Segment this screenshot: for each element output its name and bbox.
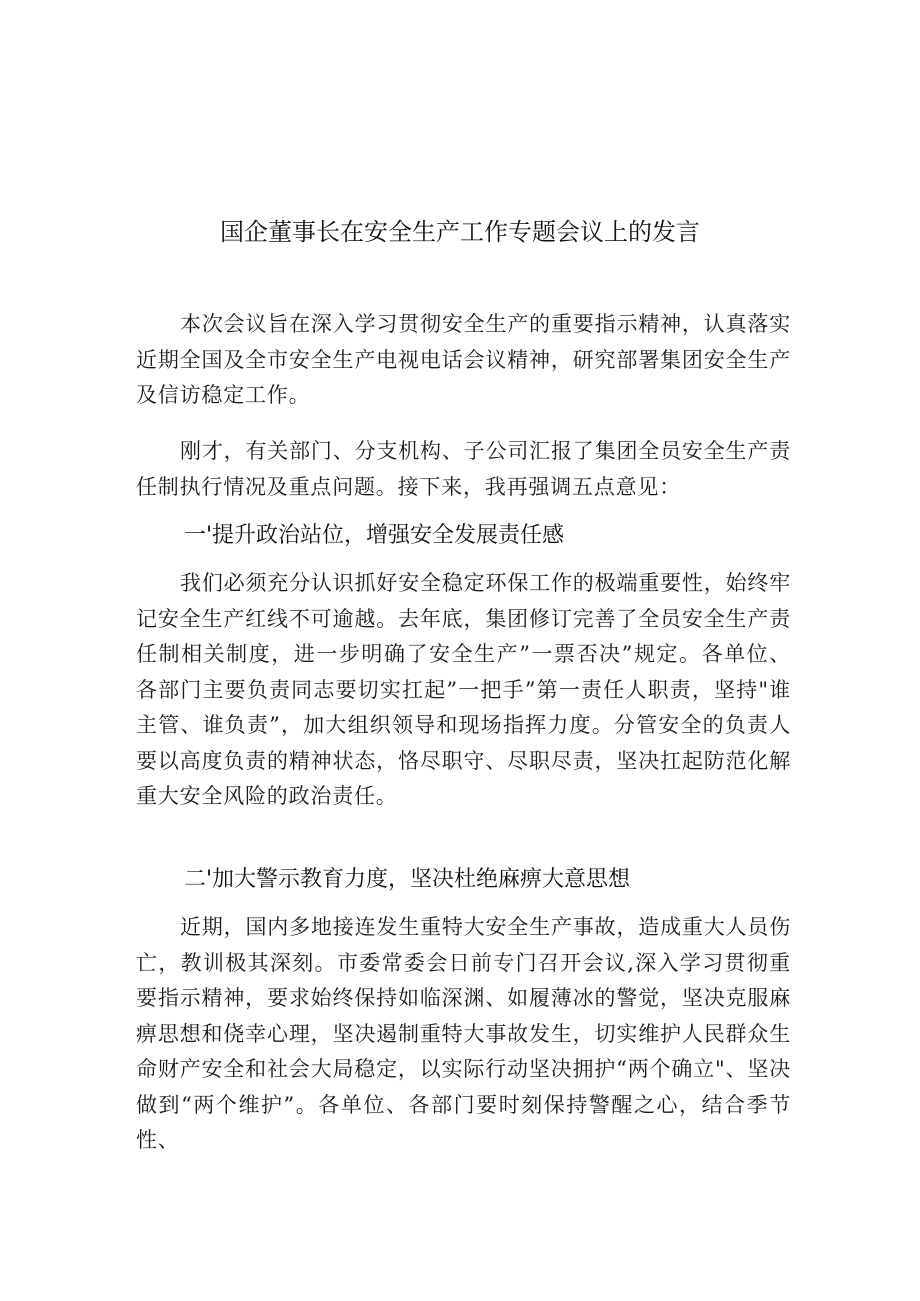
paragraph-overview: 刚才，有关部门、分支机构、子公司汇报了集团全员安全生产责任制执行情况及重点问题。接下来，我再强调五点意见： bbox=[136, 439, 791, 499]
paragraph-section-2: 近期，国内多地接连发生重特大安全生产事故，造成重大人员伤亡，教训极其深刻。市委常委会日前专门召开会议,深入学习贯彻重要指示精神，要求始终保持如临深渊、如履薄冰的警觉，坚决克服麻痹思想和侥幸心理，坚决遏制重特大事故发生，切实维护人民群众生命财产安全和社会大局稳定，以实际行动坚决拥护“两个确立"、坚决做到“两个维护”。各单位、各部门要时刻保持警醒之心，结合季节性、 bbox=[136, 915, 791, 1152]
paragraph-section-1: 我们必须充分认识抓好安全稳定环保工作的极端重要性，始终牢记安全生产红线不可逾越。去年底，集团修订完善了全员安全生产责任制相关制度，进一步明确了安全生产”一票否决”规定。各单位、各部门主要负责同志要切实扛起”一把手”第一责任人职责，坚持"谁主管、谁负责”，加大组织领导和现场指挥力度。分管安全的负责人要以高度负责的精神状态，恪尽职守、尽职尽责，坚决扛起防范化解重大安全风险的政治责任。 bbox=[136, 571, 791, 808]
section-heading-1: 一'提升政治站位，增强安全发展责任感 bbox=[184, 523, 565, 548]
document-title: 国企董事长在安全生产工作专题会议上的发言 bbox=[220, 218, 700, 246]
section-heading-2: 二'加大警示教育力度，坚决杜绝麻痹大意思想 bbox=[184, 867, 631, 892]
paragraph-intro: 本次会议旨在深入学习贯彻安全生产的重要指示精神，认真落实近期全国及全市安全生产电视电话会议精神，研究部署集团安全生产及信访稳定工作。 bbox=[136, 312, 791, 407]
